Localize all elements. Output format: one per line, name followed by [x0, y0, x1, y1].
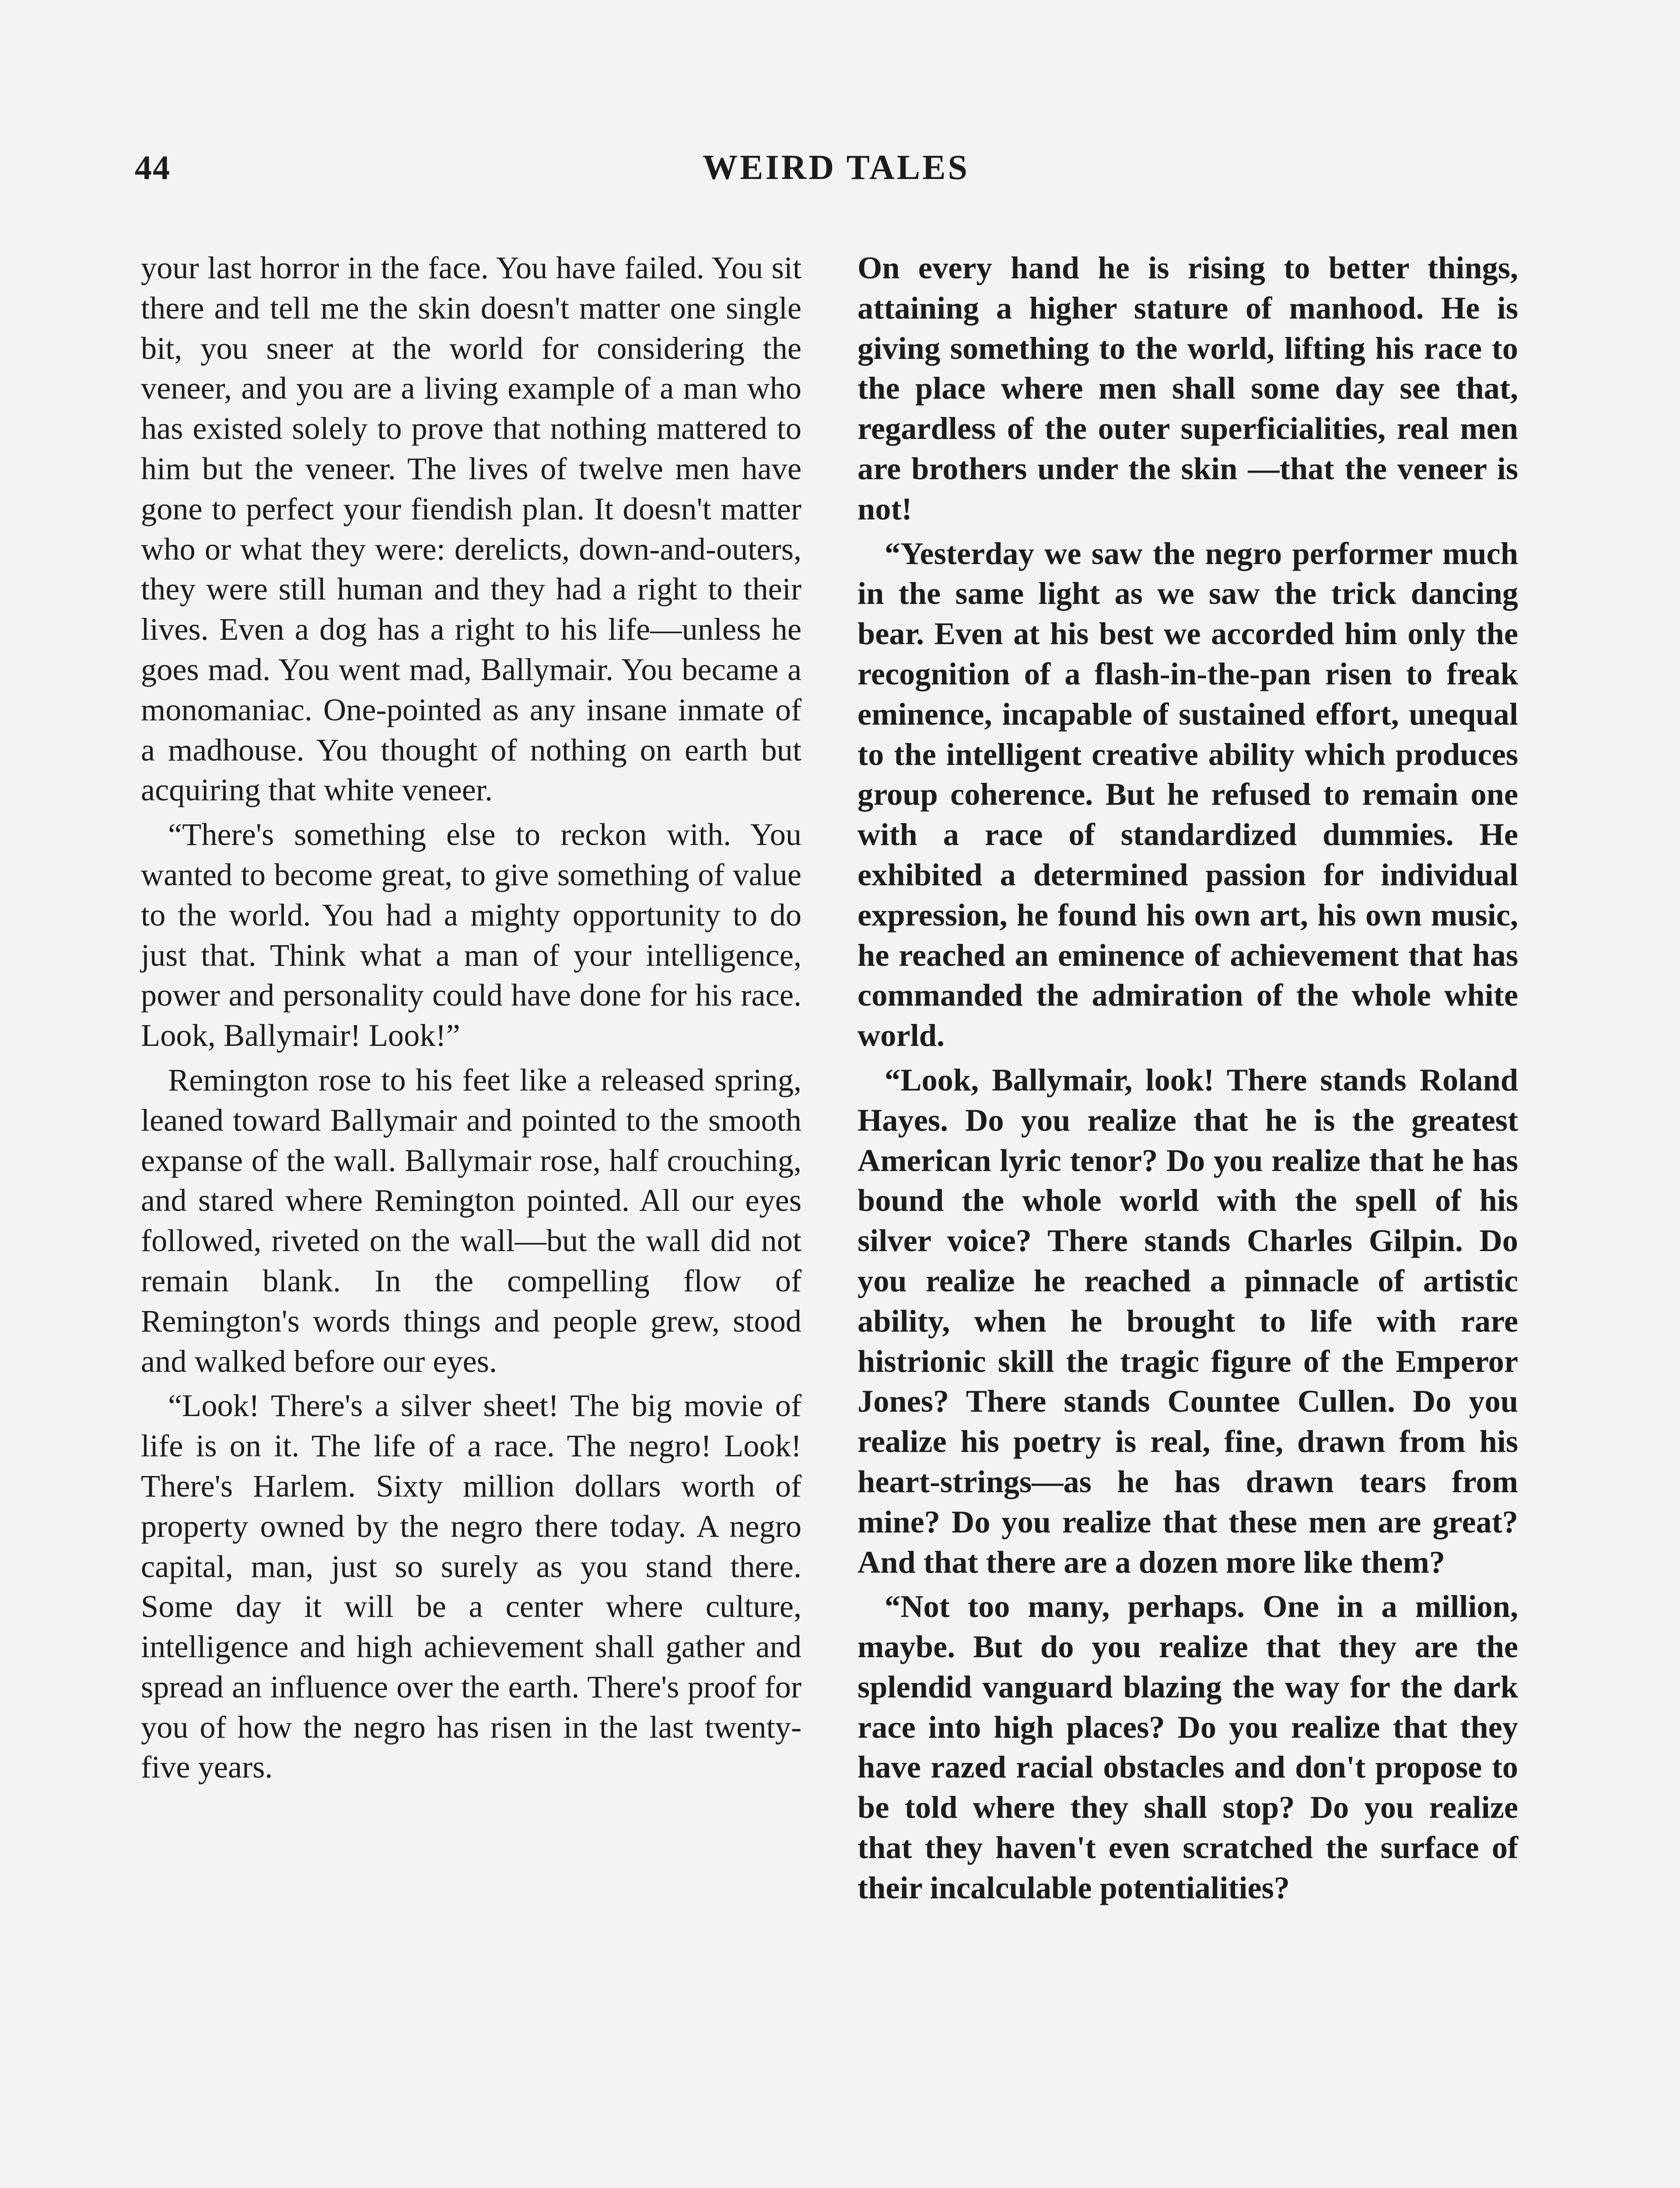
paragraph: On every hand he is rising to better things, attaining a higher stature of manhood. He is giving something to the world, lifting his race to the place where men shall some day see that, regardless of the outer superficialities, real men are brothers under the skin —that the veneer is not!: [858, 250, 1518, 526]
paragraph: “Look! There's a silver sheet! The big movie of life is on it. The life of a race. The negro! Look! There's Harlem. Sixty million dollars worth of property owned by the negro there today. A negro capital, man, just so surely as you stand there. Some day it will be a center where culture, intelligence and high achievement shall gather and spread an influence over the earth. There's proof for you of how the negro has risen in the last twenty-five years.: [141, 1388, 802, 1785]
paragraph: “Look, Ballymair, look! There stands Roland Hayes. Do you realize that he is the greatest American lyric tenor? Do you realize that he has bound the whole world with the spell of his silver voice? There stands Charles Gilpin. Do you realize he reached a pinnacle of artistic ability, when he brought to life with rare histrionic skill the tragic figure of the Emperor Jones? There stands Countee Cullen. Do you realize his poetry is real, fine, drawn from his heart-strings—as he has drawn tears from mine? Do you realize that these men are great? And that there are a dozen more like them?: [858, 1062, 1518, 1580]
paragraph: “Yesterday we saw the negro performer much in the same light as we saw the trick dancing bear. Even at his best we accorded him only the recognition of a flash-in-the-pan risen to freak eminence, incapable of sustained effort, unequal to the intelligent creative ability which produces group coherence. But he refused to remain one with a race of standardized dummies. He exhibited a determined passion for individual expression, he found his own art, his own music, he reached an eminence of achievement that has commanded the admiration of the whole white world.: [858, 535, 1518, 1053]
page-number: 44: [135, 148, 171, 186]
right-column: [858, 248, 1518, 1912]
paragraph: “There's something else to reckon with. You wanted to become great, to give something of value to the world. You had a mighty opportunity to do just that. Think what a man of your intelligence, power and personality could have done for his race. Look, Ballymair! Look!”: [141, 817, 802, 1053]
left-column: [141, 248, 802, 1792]
running-title: WEIRD TALES: [703, 148, 970, 187]
paragraph: your last horror in the face. You have failed. You sit there and tell me the skin doesn't matter one single bit, you sneer at the world for considering the veneer, and you are a living example of a man who has existed solely to prove that nothing mattered to him but the veneer. The lives of twelve men have gone to perfect your fiendish plan. It doesn't matter who or what they were: derelicts, down-and-outers, they were still human and they had a right to their lives. Even a dog has a right to his life—unless he goes mad. You went mad, Ballymair. You became a monomaniac. One-pointed as any insane inmate of a madhouse. You thought of nothing on earth but acquiring that white veneer.: [141, 250, 802, 808]
paragraph: Remington rose to his feet like a released spring, leaned toward Ballymair and pointed to the smooth expanse of the wall. Ballymair rose, half crouching, and stared where Remington pointed. All our eyes followed, riveted on the wall—but the wall did not remain blank. In the compelling flow of Remington's words things and people grew, stood and walked before our eyes.: [141, 1062, 802, 1379]
paragraph: “Not too many, perhaps. One in a million, maybe. But do you realize that they are the splendid vanguard blazing the way for the dark race into high places? Do you realize that they have razed racial obstacles and don't propose to be told where they shall stop? Do you realize that they haven't even scratched the surface of their incalculable potentialities?: [858, 1588, 1518, 1905]
page-header: [135, 148, 1537, 200]
